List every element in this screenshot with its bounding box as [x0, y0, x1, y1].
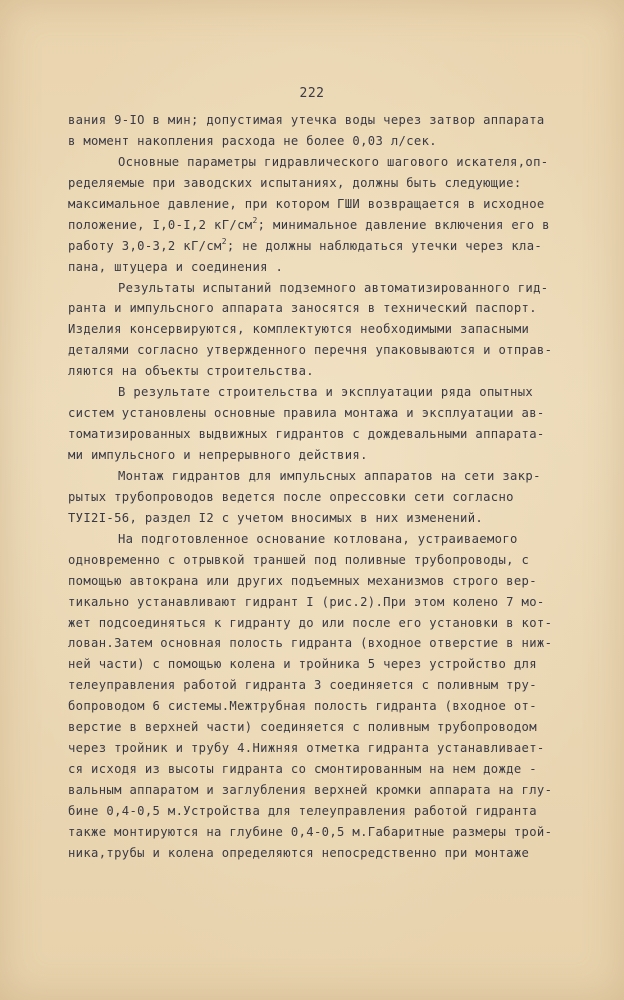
text-line-content: бопроводом 6 системы.Межтрубная полость гидранта (входное от-	[68, 699, 537, 714]
text-line	[68, 822, 578, 843]
text-line-content: ся исходя из высоты гидранта со смонтированным на нем дожде -	[68, 762, 537, 777]
text-line	[68, 131, 578, 152]
text-line-content: Основные параметры гидравлического шагового искателя,оп-	[118, 154, 549, 169]
text-line-content: через тройник и трубу 4.Нижняя отметка гидранта устанавливает-	[68, 741, 545, 756]
text-line-content: систем установлены основные правила монтажа и эксплуатации ав-	[68, 406, 545, 421]
text-line	[68, 508, 578, 529]
superscript: 2	[252, 215, 258, 225]
text-line-content: ника,трубы и колена определяются непосредственно при монтаже	[68, 845, 530, 860]
text-line-content: также монтируются на глубине 0,4-0,5 м.Габаритные размеры трой-	[68, 824, 553, 839]
text-line	[68, 361, 578, 382]
text-line	[68, 654, 578, 675]
text-line-content: рытых трубопроводов ведется после опрессовки сети согласно	[68, 489, 514, 504]
text-line	[68, 696, 578, 717]
text-line	[68, 403, 578, 424]
text-line-content: вальным аппаратом и заглубления верхней кромки аппарата на глу-	[68, 783, 553, 797]
text-line-content: ТУI2I-56, раздел I2 с учетом вносимых в них изменений.	[68, 510, 484, 525]
text-line-content: максимальное давление, при котором ГШИ возвращается в исходное	[68, 196, 545, 211]
text-line	[68, 215, 578, 236]
text-line	[68, 382, 578, 403]
text-line-content: лован.Затем основная полость гидранта (входное отверстие в ниж-	[68, 636, 553, 651]
text-body	[68, 110, 578, 864]
text-line	[68, 424, 578, 445]
text-line	[68, 466, 578, 487]
text-line	[68, 487, 578, 508]
text-line-content: положение, I,0-I,2 кГ/см	[68, 217, 253, 232]
text-line	[68, 319, 578, 340]
text-line	[68, 717, 578, 738]
text-line-content: ми импульсного и непрерывного действия.	[68, 448, 368, 462]
text-line-continuation: ; минимальное давление включения его в	[257, 217, 550, 232]
text-line-content: одновременно с отрывкой траншей под поливные трубопроводы, с	[68, 552, 530, 567]
text-line	[68, 801, 578, 822]
text-line	[68, 633, 578, 654]
text-line-content: в момент накопления расхода не более 0,03 л/сек.	[68, 133, 437, 148]
text-line-content: томатизированных выдвижных гидрантов с дождевальными аппарата-	[68, 427, 545, 442]
text-line-content: ределяемые при заводских испытаниях, должны быть следующие:	[68, 175, 522, 190]
text-line-content: верстие в верхней части) соединяется с поливным трубопроводом	[68, 720, 537, 735]
text-line	[68, 613, 578, 634]
text-line	[68, 592, 578, 613]
text-line	[68, 173, 578, 194]
text-line	[68, 529, 578, 550]
text-line-content: ранта и импульсного аппарата заносятся в технический паспорт.	[68, 301, 537, 316]
text-line-content: тикально устанавливают гидрант I (рис.2).При этом колено 7 мо-	[68, 594, 545, 609]
text-line-continuation: ; не должны наблюдаться утечки через кла-	[226, 238, 543, 253]
text-line	[68, 843, 578, 864]
text-line	[68, 675, 578, 696]
text-line	[68, 445, 578, 466]
text-line-content: жет подсоединяться к гидранту до или после его установки в кот-	[68, 615, 553, 630]
text-line-content: деталями согласно утвержденного перечня упаковываются и отправ-	[68, 343, 553, 358]
text-line-content: Монтаж гидрантов для импульсных аппаратов на сети закр-	[118, 468, 541, 483]
text-line	[68, 571, 578, 592]
page-number: 222	[299, 86, 325, 101]
text-line-content: вания 9-IO в мин; допустимая утечка воды через затвор аппарата	[68, 113, 545, 127]
text-line	[68, 298, 578, 319]
text-line-content: помощью автокрана или других подъемных механизмов строго вер-	[68, 573, 537, 588]
text-line	[68, 780, 578, 801]
text-line-content: ней части) с помощью колена и тройника 5 через устройство для	[68, 657, 537, 672]
text-line	[68, 152, 578, 173]
text-line	[68, 110, 578, 131]
text-line-content: ляются на объекты строительства.	[68, 364, 314, 379]
text-line-content: На подготовленное основание котлована, устраиваемого	[118, 531, 518, 546]
text-line-content: В результате строительства и эксплуатации ряда опытных	[118, 385, 534, 400]
text-line	[68, 340, 578, 361]
superscript: 2	[221, 236, 227, 246]
text-line-content: бине 0,4-0,5 м.Устройства для телеуправления работой гидранта	[68, 803, 537, 818]
text-line-content: Результаты испытаний подземного автоматизированного гид-	[118, 280, 549, 295]
text-line-content: работу 3,0-3,2 кГ/см	[68, 238, 222, 253]
text-line-content: пана, штуцера и соединения .	[68, 259, 284, 274]
text-line	[68, 759, 578, 780]
text-line	[68, 257, 578, 278]
text-line-content: телеуправления работой гидранта 3 соединяется с поливным тру-	[68, 678, 537, 693]
text-line-content: Изделия консервируются, комплектуются необходимыми запасными	[68, 322, 530, 337]
text-line	[68, 278, 578, 299]
text-line	[68, 738, 578, 759]
text-line	[68, 550, 578, 571]
text-line	[68, 194, 578, 215]
text-line	[68, 236, 578, 257]
